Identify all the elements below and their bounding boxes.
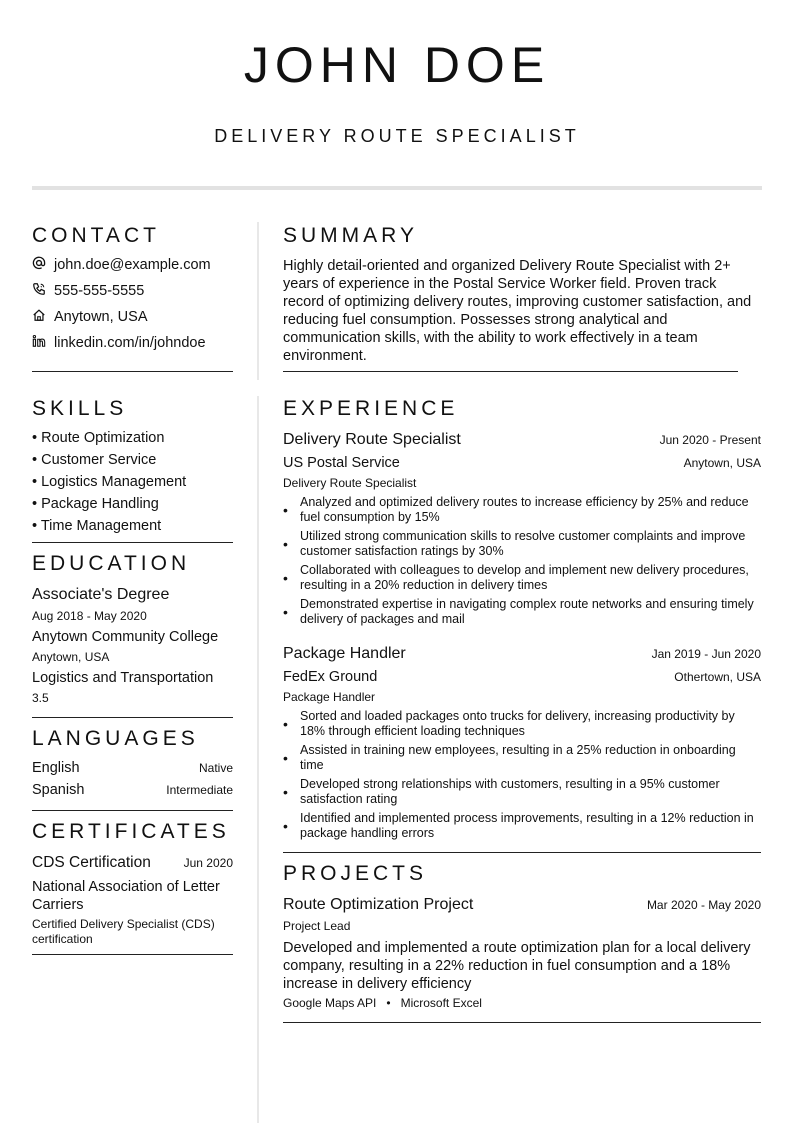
job-company: FedEx Ground: [283, 669, 378, 685]
language-name: English: [32, 760, 80, 776]
summary-divider: [283, 371, 738, 372]
job-bullet: • Analyzed and optimized delivery routes to increase efficiency by 25% and reduce fuel consumption by 15%: [283, 495, 749, 524]
project-tool: Microsoft Excel: [400, 996, 482, 1010]
language-level: Intermediate: [166, 783, 233, 797]
certificate-issuer: National Association of Letter Carriers: [32, 879, 220, 913]
job-title: Delivery Route Specialist: [283, 431, 461, 448]
languages-heading: LANGUAGES: [32, 727, 199, 750]
job-role: Delivery Route Specialist: [283, 476, 417, 490]
skill-item: • Route Optimization: [32, 430, 165, 446]
certificate-description: Certified Delivery Specialist (CDS) certification: [32, 917, 215, 946]
job-bullet: • Developed strong relationships with customers, resulting in a 95% customer satisfaction rating: [283, 777, 720, 806]
job-dates: Jan 2019 - Jun 2020: [651, 647, 761, 661]
job-company-row: [283, 669, 761, 685]
skill-item: • Customer Service: [32, 452, 157, 468]
contact-linkedin[interactable]: [32, 334, 206, 352]
job-bullet: • Sorted and loaded packages onto trucks for delivery, increasing productivity by 18% through efficient loading techniques: [283, 709, 735, 738]
skill-item: • Time Management: [32, 518, 162, 534]
contact-phone-text: 555-555-5555: [54, 283, 145, 299]
education-location: Anytown, USA: [32, 650, 110, 664]
job-title: DELIVERY ROUTE SPECIALIST: [214, 126, 580, 146]
language-name: Spanish: [32, 782, 85, 798]
candidate-name: JOHN DOE: [243, 37, 551, 93]
at-icon: [32, 256, 46, 274]
job-company: US Postal Service: [283, 455, 400, 471]
language-item: [32, 782, 233, 798]
skills-divider: [32, 542, 233, 543]
experience-divider: [283, 852, 761, 853]
certificate-header: [32, 854, 233, 872]
project-role: Project Lead: [283, 919, 351, 933]
contact-email-text: john.doe@example.com: [54, 257, 211, 273]
certificate-name: CDS Certification: [32, 854, 151, 871]
skills-heading: SKILLS: [32, 397, 128, 420]
summary-heading: SUMMARY: [283, 224, 418, 247]
job-header: [283, 645, 761, 663]
project-tool: Google Maps API: [283, 996, 377, 1010]
column-divider: [257, 222, 259, 380]
job-bullet: • Demonstrated expertise in navigating complex route networks and ensuring timely delivery of packages and mail: [283, 597, 754, 626]
contact-heading: CONTACT: [32, 224, 160, 247]
contact-email[interactable]: [32, 256, 211, 274]
education-gpa: 3.5: [32, 691, 49, 705]
project-dates: Mar 2020 - May 2020: [646, 898, 761, 912]
linkedin-icon: [32, 334, 46, 352]
home-icon: [32, 308, 46, 326]
job-company-row: [283, 455, 761, 471]
job-bullet: • Assisted in training new employees, resulting in a 25% reduction in onboarding time: [283, 743, 736, 772]
certificates-heading: CERTIFICATES: [32, 820, 230, 843]
project-header: [283, 896, 761, 914]
phone-icon: [32, 282, 46, 300]
job-location: Othertown, USA: [674, 670, 761, 684]
language-item: [32, 760, 233, 776]
languages-divider: [32, 810, 233, 811]
language-level: Native: [198, 761, 233, 775]
contact-divider: [32, 371, 233, 372]
project-name: Route Optimization Project: [283, 896, 474, 913]
project-tools: [283, 996, 482, 1010]
education-dates: Aug 2018 - May 2020: [32, 609, 147, 623]
education-heading: EDUCATION: [32, 552, 191, 575]
summary-text: Highly detail-oriented and organized Delivery Route Specialist with 2+ years of experience in the Postal Service Worker field. Proven track record of optimizing delivery routes, improving customer satisfaction, and reducing fuel consumption. Possesses strong analytical and communication skills, with the ability to work effectively in a team environment.: [283, 258, 752, 364]
job-location: Anytown, USA: [683, 456, 761, 470]
projects-divider: [283, 1022, 761, 1023]
job-bullet: • Utilized strong communication skills to resolve customer complaints and improve customer satisfaction ratings by 30%: [283, 529, 746, 558]
contact-location-text: Anytown, USA: [54, 309, 148, 325]
certificate-date: Jun 2020: [183, 856, 233, 870]
experience-heading: EXPERIENCE: [283, 397, 459, 420]
education-school: Anytown Community College: [32, 629, 219, 645]
contact-linkedin-text: linkedin.com/in/johndoe: [54, 335, 206, 351]
contact-phone[interactable]: [32, 282, 144, 300]
job-title: Package Handler: [283, 645, 406, 662]
projects-heading: PROJECTS: [283, 862, 428, 885]
skill-item: • Logistics Management: [32, 474, 187, 490]
project-description: Developed and implemented a route optimization plan for a local delivery company, resulting in a 22% reduction in fuel consumption and a 18% increase in delivery efficiency: [283, 940, 751, 992]
header-divider: [32, 186, 762, 190]
column-divider: [257, 396, 259, 1123]
job-header: [283, 431, 761, 449]
education-field: Logistics and Transportation: [32, 670, 214, 686]
education-degree: Associate's Degree: [32, 586, 170, 603]
certificates-divider: [32, 954, 233, 955]
separator-dot: •: [386, 996, 391, 1010]
job-role: Package Handler: [283, 690, 376, 704]
job-bullet: • Identified and implemented process improvements, resulting in a 12% reduction in package handling errors: [283, 811, 754, 840]
job-bullet: • Collaborated with colleagues to develop and implement new delivery procedures, resulting in a 20% reduction in delivery times: [283, 563, 749, 592]
skill-item: • Package Handling: [32, 496, 159, 512]
job-dates: Jun 2020 - Present: [659, 433, 761, 447]
education-divider: [32, 717, 233, 718]
contact-location: [32, 308, 148, 326]
